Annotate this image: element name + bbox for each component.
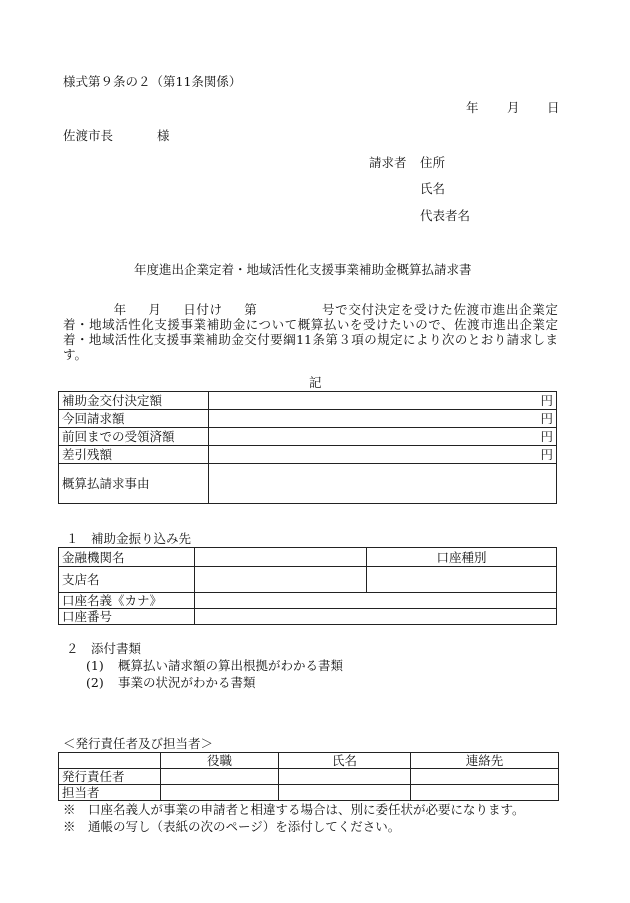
requester-representative-label: 代表者名 [420,208,471,223]
requester-name-label: 氏名 [420,181,446,196]
bank-table [58,547,557,625]
header-contact: 連絡先 [411,753,559,769]
body-number-prefix: 第 [243,302,258,317]
header-name: 氏名 [279,753,411,769]
account-type-value [367,567,557,593]
bank-name-value [195,548,367,567]
attachment-2-num: (2) [86,675,104,690]
note-2: ※ 通帳の写し（表紙の次のページ）を添付してください。 [63,819,401,834]
ki-label: 記 [309,375,322,390]
account-type-label: 口座種別 [367,548,557,567]
amount-unit: 円 [209,446,557,464]
branch-value [195,567,367,593]
branch-label: 支店名 [59,567,195,593]
attachment-2-text: 事業の状況がわかる書類 [118,675,256,690]
amount-unit: 円 [209,410,557,428]
table-row [59,464,557,504]
section1-title: １ 補助金振り込み先 [66,531,192,546]
header-position: 役職 [161,753,279,769]
amount-label: 今回請求額 [59,410,209,428]
holder-label: 口座名義《カナ》 [59,593,195,609]
date-day: 日 [547,100,560,115]
body-text-line1: 号で交付決定を受けた佐渡市進出企 [321,302,533,317]
table-row [59,609,557,625]
requester-label: 請求者 [369,155,407,170]
document-title: 年度進出企業定着・地域活性化支援事業補助金概算払請求書 [134,262,472,277]
amount-table [58,391,557,504]
issuer-name [279,769,411,785]
issuer-position [161,769,279,785]
addressee-honorific: 様 [157,128,170,143]
date-year: 年 [466,100,479,115]
table-row [59,446,557,464]
amount-unit: 円 [209,428,557,446]
table-row [59,392,557,410]
attachment-1-num: (1) [86,658,104,673]
header-empty [59,753,161,769]
body-text-rest: 業定着・地域活性化支援事業補助金について概算払いを受けたいので、佐渡市進出企業定着・地域活性化支援事業補助金交付要綱11条第３項の規定により次のとおり請求します。 [63,302,558,362]
row-label-staff: 担当者 [59,785,161,801]
form-number: 様式第９条の２（第11条関係） [63,74,242,89]
attachment-1-text: 概算払い請求額の算出根拠がわかる書類 [118,658,344,673]
issuer-contact [411,769,559,785]
addressee-name: 佐渡市長 [63,128,114,143]
bank-name-label: 金融機関名 [59,548,195,567]
responsible-table [58,752,559,801]
staff-contact [411,785,559,801]
amount-label: 補助金交付決定額 [59,392,209,410]
note-1: ※ 口座名義人が事業の申請者と相違する場合は、別に委任状が必要になります。 [63,802,525,817]
table-row [59,428,557,446]
row-label-issuer: 発行責任者 [59,769,161,785]
table-row [59,410,557,428]
requester-address-label: 住所 [420,155,446,170]
staff-position [161,785,279,801]
body-month: 月 [147,302,162,317]
table-row [59,548,557,567]
table-row [59,567,557,593]
table-row [59,769,559,785]
amount-label: 前回までの受領済額 [59,428,209,446]
body-day-ref: 日付け [182,302,223,317]
responsible-title: ＜発行責任者及び担当者＞ [63,736,214,751]
holder-value [195,593,557,609]
section2-title: ２ 添付書類 [66,641,142,656]
reason-label: 概算払請求事由 [59,464,209,504]
date-month: 月 [507,100,520,115]
reason-value [209,464,557,504]
amount-unit: 円 [209,392,557,410]
staff-name [279,785,411,801]
table-row [59,753,559,769]
account-number-label: 口座番号 [59,609,195,625]
table-row [59,785,559,801]
account-number-value [195,609,557,625]
amount-label: 差引残額 [59,446,209,464]
body-year: 年 [113,302,127,317]
table-row [59,593,557,609]
request-body [63,302,558,362]
